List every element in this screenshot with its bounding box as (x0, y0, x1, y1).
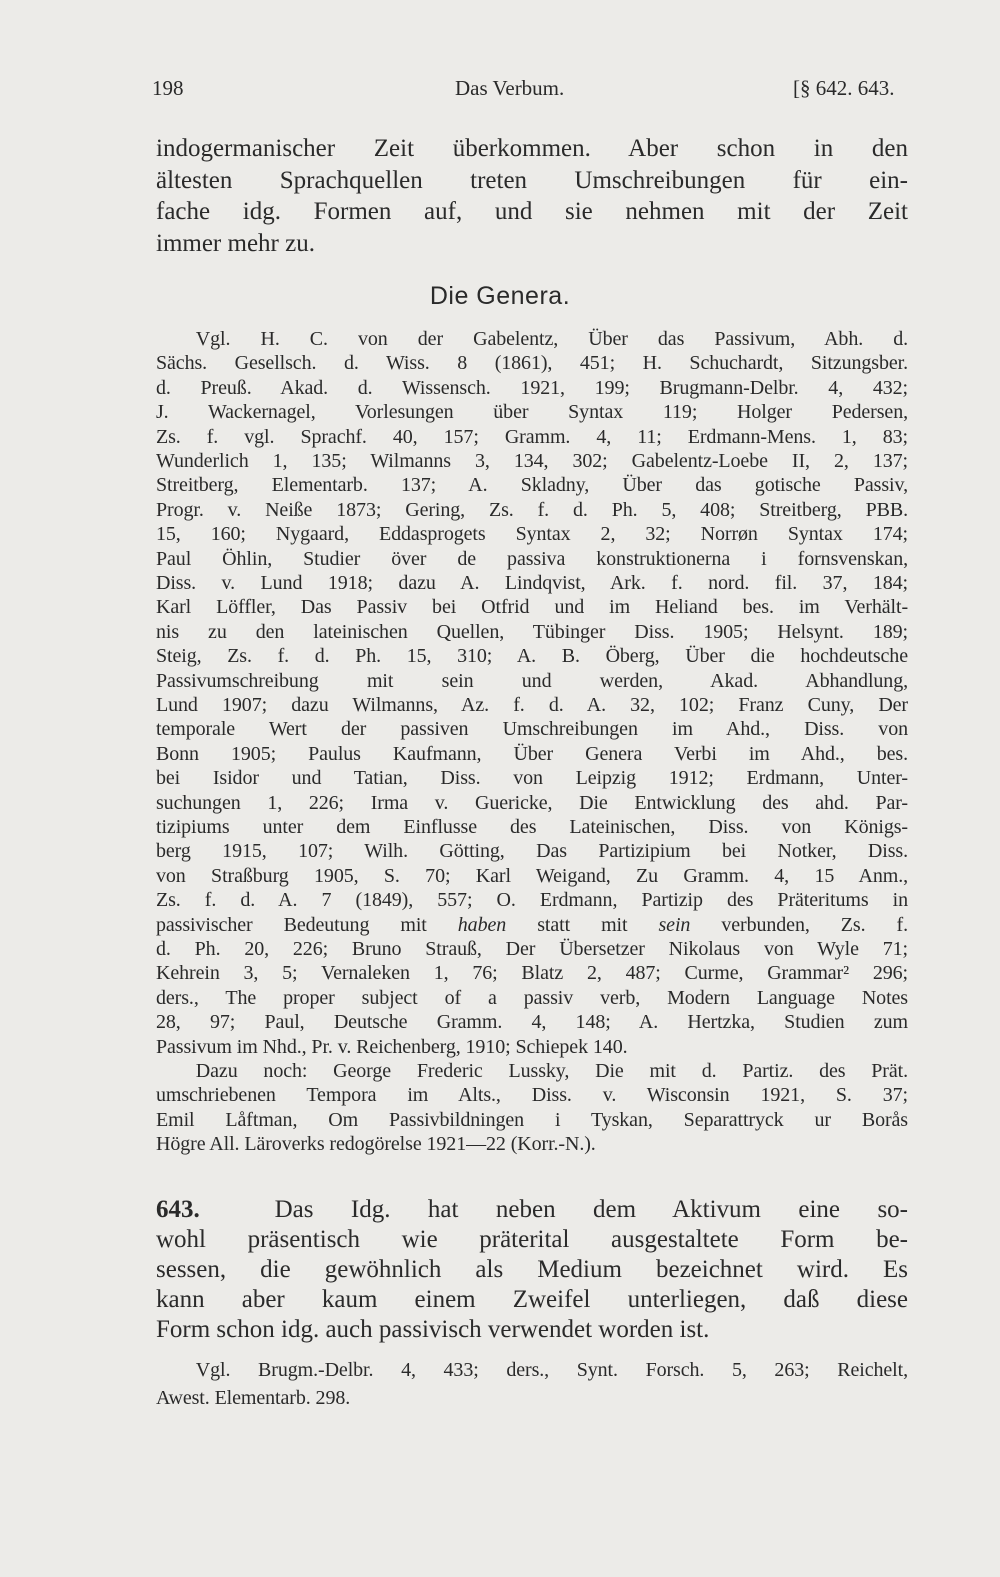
text-line: Steig, Zs. f. d. Ph. 15, 310; A. B. Öberg, Über die hochdeutsche (156, 645, 908, 668)
text-line: bei Isidor und Tatian, Diss. von Leipzig 1912; Erdmann, Unter- (156, 767, 908, 790)
text-line: 28, 97; Paul, Deutsche Gramm. 4, 148; A. Hertzka, Studien zum (156, 1011, 908, 1034)
text-line: Passivumschreibung mit sein und werden, Akad. Abhandlung, (156, 669, 908, 692)
section-title: Die Genera. (429, 282, 571, 310)
text-line: indogermanischer Zeit überkommen. Aber schon in den (156, 135, 908, 162)
text-line: berg 1915, 107; Wilh. Götting, Das Partizipium bei Notker, Diss. (156, 840, 908, 863)
text-line: Bonn 1905; Paulus Kaufmann, Über Genera Verbi im Ahd., bes. (156, 742, 908, 765)
text-line: temporale Wert der passiven Umschreibungen im Ahd., Diss. von (156, 718, 908, 741)
section-reference: [§ 642. 643. (793, 76, 895, 100)
text-line: passivischer Bedeutung mit haben statt mit sein verbunden, Zs. f. (156, 913, 908, 936)
text-line: d. Preuß. Akad. d. Wissensch. 1921, 199; Brugmann-Delbr. 4, 432; (156, 376, 908, 399)
text-line: Diss. v. Lund 1918; dazu A. Lindqvist, Ark. f. nord. fil. 37, 184; (156, 572, 908, 594)
text-line: von Straßburg 1905, S. 70; Karl Weigand, Zu Gramm. 4, 15 Anm., (156, 864, 908, 887)
text-line: Form schon idg. auch passivisch verwendet worden ist. (156, 1316, 710, 1343)
text-line: J. Wackernagel, Vorlesungen über Syntax 119; Holger Pedersen, (156, 401, 908, 424)
page-number: 198 (152, 76, 184, 100)
text-line: umschriebenen Tempora im Alts., Diss. v. Wisconsin 1921, S. 37; (156, 1084, 908, 1107)
text-line: sessen, die gewöhnlich als Medium bezeichnet wird. Es (156, 1256, 908, 1283)
text-line: Sächs. Gesellsch. d. Wiss. 8 (1861), 451; H. Schuchardt, Sitzungsber. (156, 352, 908, 375)
text-line: nis zu den lateinischen Quellen, Tübinger Diss. 1905; Helsynt. 189; (156, 620, 908, 643)
text-line: Passivum im Nhd., Pr. v. Reichenberg, 1910; Schiepek 140. (156, 1035, 628, 1058)
text-line: Paul Öhlin, Studier över de passiva konstruktionerna i fornsvenskan, (156, 547, 908, 570)
text-line: Vgl. H. C. von der Gabelentz, Über das Passivum, Abh. d. (156, 328, 908, 350)
text-line: Dazu noch: George Frederic Lussky, Die mit d. Partiz. des Prät. (156, 1060, 908, 1082)
text-line: Wunderlich 1, 135; Wilmanns 3, 134, 302; Gabelentz-Loebe II, 2, 137; (156, 450, 908, 472)
paragraph-line (156, 1194, 908, 1225)
paragraph-line-text: Das Idg. hat neben dem Aktivum eine so- (274, 1196, 909, 1223)
text-line: Zs. f. vgl. Sprachf. 40, 157; Gramm. 4, 11; Erdmann-Mens. 1, 83; (156, 425, 908, 448)
text-line: wohl präsentisch wie präterital ausgestaltete Form be- (156, 1226, 908, 1253)
running-title: Das Verbum. (455, 76, 565, 100)
text-line: suchungen 1, 226; Irma v. Guericke, Die Entwicklung des ahd. Par- (156, 791, 908, 814)
text-line: ders., The proper subject of a passiv verb, Modern Language Notes (156, 986, 908, 1009)
text-line: Karl Löffler, Das Passiv bei Otfrid und im Heliand bes. im Verhält- (156, 596, 908, 619)
text-line: Zs. f. d. A. 7 (1849), 557; O. Erdmann, Partizip des Präteritums in (156, 889, 908, 912)
text-line: Streitberg, Elementarb. 137; A. Skladny, Über das gotische Passiv, (156, 474, 908, 497)
text-line: kann aber kaum einem Zweifel unterliegen, daß diese (156, 1286, 908, 1313)
text-line: 15, 160; Nygaard, Eddasprogets Syntax 2, 32; Norrøn Syntax 174; (156, 523, 908, 546)
text-line: Kehrein 3, 5; Vernaleken 1, 76; Blatz 2, 487; Curme, Grammar² 296; (156, 962, 908, 985)
text-line: Vgl. Brugm.-Delbr. 4, 433; ders., Synt. Forsch. 5, 263; Reichelt, (156, 1359, 908, 1381)
text-line: Högre All. Läroverks redogörelse 1921—22 (Korr.-N.). (156, 1133, 596, 1156)
text-line: tizipiums unter dem Einflusse des Lateinischen, Diss. von Königs- (156, 816, 908, 838)
text-line: ältesten Sprachquellen treten Umschreibungen für ein- (156, 166, 908, 194)
paragraph-number: 643. (156, 1196, 200, 1223)
text-line: fache idg. Formen auf, und sie nehmen mit der Zeit (156, 198, 908, 225)
text-line: d. Ph. 20, 226; Bruno Strauß, Der Übersetzer Nikolaus von Wyle 71; (156, 938, 908, 960)
text-line: Progr. v. Neiße 1873; Gering, Zs. f. d. Ph. 5, 408; Streitberg, PBB. (156, 498, 908, 521)
text-line: immer mehr zu. (156, 229, 315, 257)
text-line: Emil Låftman, Om Passivbildningen i Tyskan, Separattryck ur Borås (156, 1108, 908, 1131)
text-line: Awest. Elementarb. 298. (156, 1387, 351, 1409)
text-line: Lund 1907; dazu Wilmanns, Az. f. d. A. 32, 102; Franz Cuny, Der (156, 694, 908, 716)
